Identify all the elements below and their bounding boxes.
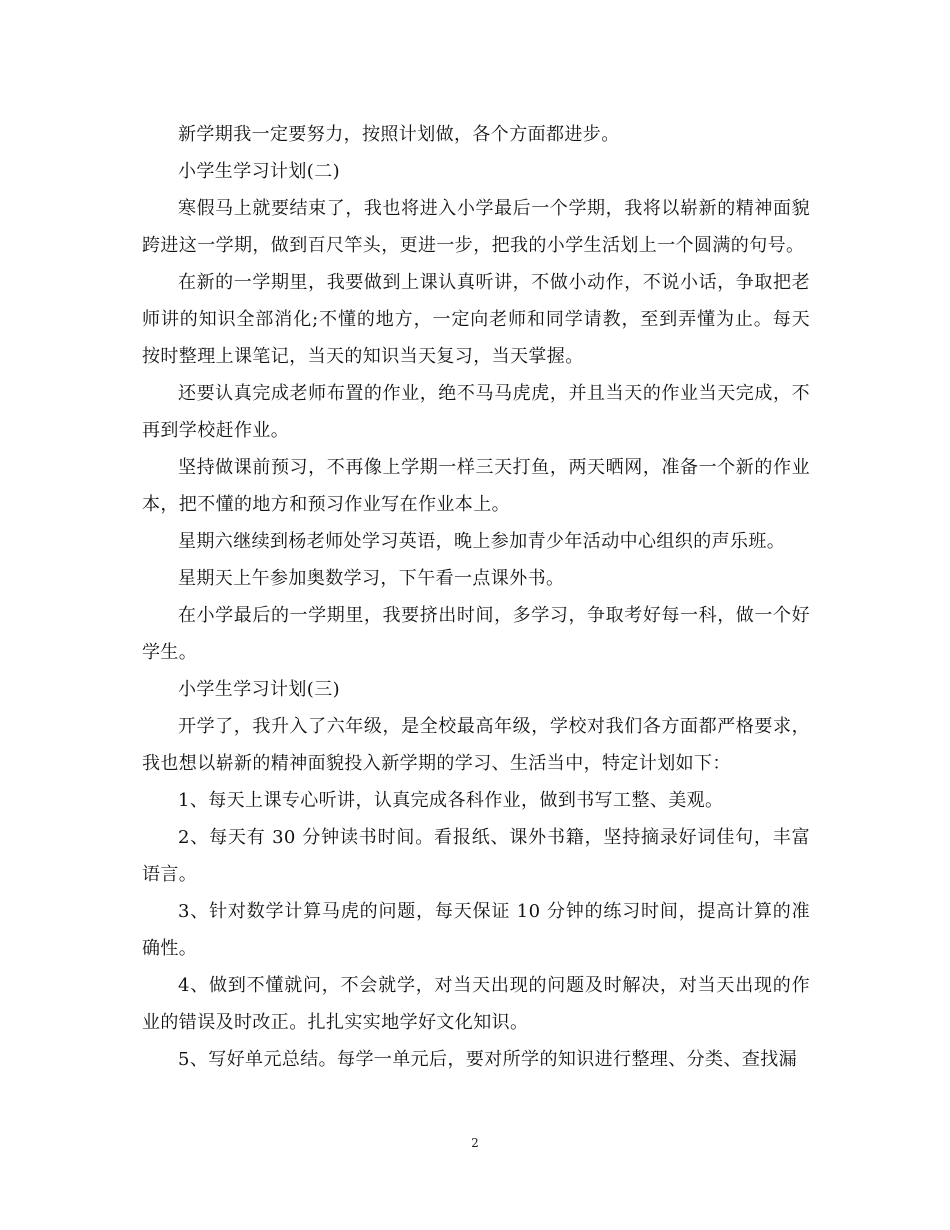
paragraph: 寒假马上就要结束了，我也将进入小学最后一个学期，我将以崭新的精神面貌跨进这一学期，做到百尺竿头，更进一步，把我的小学生活划上一个圆满的句号。 xyxy=(142,198,810,256)
document-body xyxy=(142,116,810,1078)
list-item: 1、每天上课专心听讲，认真完成各科作业，做到书写工整、美观。 xyxy=(178,790,724,811)
list-item: 4、做到不懂就问，不会就学，对当天出现的问题及时解决，对当天出现的作业的错误及时改正。扎扎实实地学好文化知识。 xyxy=(142,975,810,1033)
paragraph: 在新的一学期里，我要做到上课认真听讲，不做小动作，不说小话，争取把老师讲的知识全部消化;不懂的地方，一定向老师和同学请教，至到弄懂为止。每天按时整理上课笔记，当天的知识当天复习，当天掌握。 xyxy=(142,272,810,367)
paragraph: 新学期我一定要努力，按照计划做，各个方面都进步。 xyxy=(178,124,620,145)
section-heading: 小学生学习计划(三) xyxy=(178,679,341,700)
list-item: 3、针对数学计算马虎的问题，每天保证 10 分钟的练习时间，提高计算的准确性。 xyxy=(142,901,810,959)
paragraph: 星期六继续到杨老师处学习英语，晚上参加青少年活动中心组织的声乐班。 xyxy=(178,531,786,552)
list-item: 5、写好单元总结。每学一单元后，要对所学的知识进行整理、分类、查找漏 xyxy=(178,1049,798,1070)
page-number: 2 xyxy=(471,1136,479,1150)
paragraph: 坚持做课前预习，不再像上学期一样三天打鱼，两天晒网，准备一个新的作业本，把不懂的地方和预习作业写在作业本上。 xyxy=(142,457,810,515)
section-heading: 小学生学习计划(二) xyxy=(178,161,341,182)
paragraph: 星期天上午参加奥数学习，下午看一点课外书。 xyxy=(178,568,565,589)
paragraph: 在小学最后的一学期里，我要挤出时间，多学习，争取考好每一科，做一个好学生。 xyxy=(142,605,810,663)
paragraph: 还要认真完成老师布置的作业，绝不马马虎虎，并且当天的作业当天完成，不再到学校赶作业。 xyxy=(142,383,810,441)
list-item: 2、每天有 30 分钟读书时间。看报纸、课外书籍，坚持摘录好词佳句，丰富语言。 xyxy=(142,827,810,885)
paragraph: 开学了，我升入了六年级，是全校最高年级，学校对我们各方面都严格要求，我也想以崭新的精神面貌投入新学期的学习、生活当中，特定计划如下： xyxy=(142,716,810,774)
